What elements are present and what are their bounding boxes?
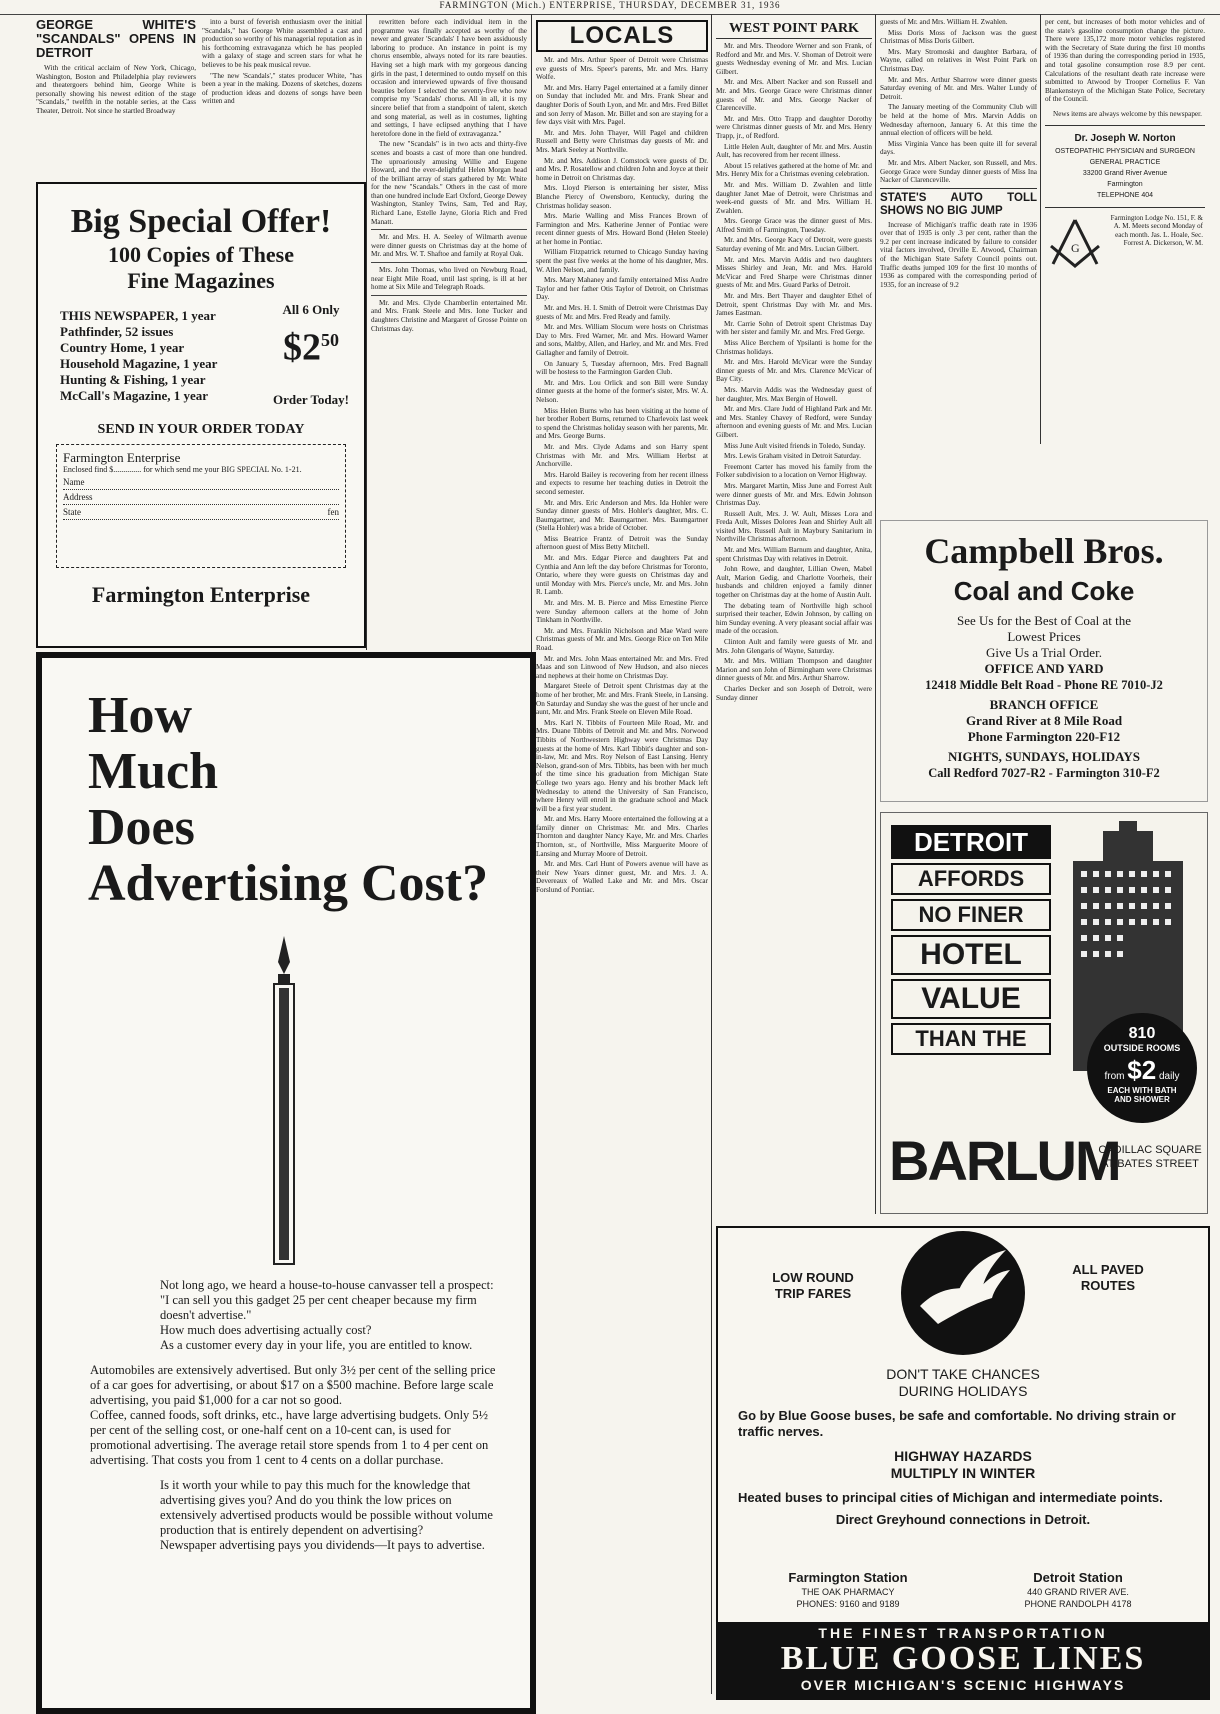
barlum-addr1: CADILLAC SQUARE [1098, 1144, 1202, 1156]
farmington-station-l2: PHONES: 9160 and 9189 [796, 1599, 900, 1609]
advert-p3: As a customer every day in your life, you are entitled to know. [160, 1338, 473, 1352]
scandals-p1: With the critical acclaim of New York, Chicago, Washington, Boston and Philadelphia play reviewers and theatergoers behind him, George White is personally showing his newest edition of the stage "Scandals," twelfth in the notable series, at the Cass Theater, Detroit. Not since he startled Broadway [36, 64, 196, 115]
locals-title-box [536, 20, 708, 52]
advert-p6: Is it worth your while to pay this much for the knowledge that advertising gives you? And do you think the low prices on extensively advertised products would be possible without volume production that is entirely dependent on advertising? [160, 1478, 493, 1537]
westpoint-item: Mr. and Mrs. George Kacy of Detroit, were guests Saturday evening of Mr. and Mrs. Lucian Gilbert. [716, 236, 872, 254]
barlum-name: BARLUM [889, 1129, 1120, 1192]
goose-h3: HIGHWAY HAZARDS [894, 1448, 1032, 1464]
goose-h2: DURING HOLIDAYS [898, 1383, 1028, 1399]
col2-item-3: Mr. and Mrs. Clyde Chamberlin entertained Mr. and Mrs. Frank Steele and Mrs. Ione Tucker and daughters Christine and Margaret of Grosse Pointe on Christmas day. [371, 298, 527, 333]
coupon-address-field[interactable]: Address [63, 490, 339, 505]
westpoint-item: Russell Ault, Mrs. J. W. Ault, Misses Lora and Freda Ault, Misses Dolores Jean and Shirley Ault all visited Mrs. Russell Ault in Maybury Sanitarium in Northville Christmas afternoon. [716, 509, 872, 544]
offer-all: All 6 Only [282, 302, 340, 317]
offer-item: McCall's Magazine, 1 year [60, 388, 209, 403]
westpoint-item: John Rowe, and daughter, Lillian Owen, Mabel Ault, Marion Gedig, and Charlotte Voorheis, their husbands and children enjoyed a family dinner together on Christmas day at the home of Austin Ault. [716, 565, 872, 600]
westpoint-title: WEST POINT PARK [716, 20, 872, 39]
goose-p3: Direct Greyhound connections in Detroit. [835, 1512, 1091, 1527]
col5-item: Miss Doris Moss of Jackson was the guest Christmas of Miss Doris Gilbert. [880, 28, 1037, 46]
farmington-station: Farmington Station [788, 1570, 908, 1585]
westpoint-item: Charles Decker and son Joseph of Detroit, were Sunday dinner [716, 684, 872, 702]
goose-h1: DON'T TAKE CHANCES [886, 1366, 1040, 1382]
column-5 [880, 18, 1037, 442]
westpoint-item: Mr. and Mrs. William D. Zwahlen and little daughter Janet Mae of Detroit, were Christmas and week-end guests of Mr. and Mrs. William H. Zwahlen. [716, 180, 872, 215]
locals-item: Mr. and Mrs. John Maas entertained Mr. and Mrs. Fred Maas and son Linwood of New Hudson, and also nieces and nephews at their home on Christmas Day. [536, 654, 708, 680]
col2-item-2: Mrs. John Thomas, who lived on Newburg Road, near Eight Mile Road, until last spring, is ill at her home at Six Mile and Telegraph Roads. [371, 266, 527, 292]
westpoint-item: Mr. and Mrs. William Barnum and daughter, Anita, spent Christmas Day with relatives in Detroit. [716, 546, 872, 563]
locals-item: Mrs. Harold Bailey is recovering from her recent illness and expects to resume her teaching duties in Detroit the second semester. [536, 470, 708, 496]
advertising-cost-ad [36, 652, 536, 1714]
barlum-w6: THAN THE [891, 1023, 1051, 1055]
barlum-addr2: AT BATES STREET [1101, 1158, 1199, 1170]
westpoint-item: Mrs. Marvin Addis was the Wednesday guest of her daughter, Mrs. Max Bergin of Howell. [716, 385, 872, 403]
advert-body [90, 1278, 500, 1553]
campbell-l10: Call Redford 7027-R2 - Farmington 310-F2 [928, 766, 1160, 780]
doctor-city: Farmington [1107, 180, 1143, 188]
offer-sub2: Fine Magazines [127, 268, 275, 293]
locals-item: Mr. and Mrs. Addison J. Comstock were guests of Dr. and Mrs. P. Rosatellow and children John and Joyce at their home in Detroit on Christmas day. [536, 156, 708, 182]
westpoint-item: The debating team of Northville high school surprised their teacher, Edwin Johnson, by calling on him Sunday evening. A very pleasant social affair was made of the occasion. [716, 601, 872, 636]
westpoint-item: Clinton Ault and family were guests of Mr. and Mrs. John Glengaris of Wayne, Saturday. [716, 638, 872, 655]
offer-item: Pathfinder, 52 issues [60, 324, 174, 339]
offer-title: Big Special Offer! [70, 203, 332, 240]
offer-item: Household Magazine, 1 year [60, 356, 218, 371]
westpoint-item: Mr. and Mrs. Theodore Werner and son Frank, of Redford and Mr. and Mrs. V. Shoman of Detroit were guests Wednesday evening of Mr. and Mrs. Lucian Gilbert. [716, 42, 872, 76]
doctor-title: OSTEOPATHIC PHYSICIAN and SURGEON [1055, 147, 1195, 155]
locals-item: Mrs. Marie Walling and Miss Frances Brown of Farmington and Mrs. Katherine Jenner of Pontiac were recent dinner guests of Mrs. Howard Bond (Helen Steele) at her home in Pontiac. [536, 212, 708, 246]
scandals-article [36, 18, 364, 178]
col5-item: The January meeting of the Community Club will be held at the home of Mrs. Marvin Addis on Wednesday afternoon, January 6. At this time the annual election of officers will be held. [880, 103, 1037, 138]
doctor-phone: TELEPHONE 404 [1096, 191, 1154, 199]
barlum-w5: VALUE [891, 979, 1051, 1019]
scandals-p2: into a burst of feverish enthusiasm over the initial "Scandals," has George White assembled a cast and production so worthy of his managerial reputation as in his forthcoming extravaganza which he has peopled with a galaxy of stage and screen stars for what he believes to be his peak musical revue. [202, 18, 362, 69]
col5-item: Mr. and Mrs. Arthur Sharrow were dinner guests Saturday evening of Mr. and Mrs. Walter Lundy of Detroit. [880, 75, 1037, 101]
column-6 [1045, 18, 1205, 442]
campbell-l3: Give Us a Trial Order. [986, 645, 1102, 660]
locals-item: Mr. and Mrs. M. B. Pierce and Miss Ernestine Pierce were Sunday afternoon callers at the home of John Tinkham in Northville. [536, 599, 708, 625]
campbell-sub: Coal and Coke [953, 576, 1135, 606]
doctor-practice: GENERAL PRACTICE [1089, 158, 1161, 166]
col5-item: Mr. and Mrs. Albert Nacker, son Russell, and Mrs. George Grace were Sunday dinner guests of Miss Ina Nacker of Clarenceville. [880, 158, 1037, 185]
advert-h3: Does [88, 799, 195, 856]
locals-item: Mr. and Mrs. Clyde Adams and son Harry spent Christmas with Mr. and Mrs. William Herbst at Anchorville. [536, 442, 708, 469]
westpoint-item: Mr. and Mrs. Bert Thayer and daughter Ethel of Detroit, spent Christmas Day with Mr. and Mrs. James Eastman. [716, 292, 872, 318]
order-coupon[interactable] [56, 444, 346, 568]
doctor-card [1045, 125, 1205, 208]
locals-item: Mrs. Lloyd Pierson is entertaining her sister, Miss Blanche Piercy of Owensboro, Kentucky, during the Christmas holiday season. [536, 184, 708, 210]
toll-text: Increase of Michigan's traffic death rate in 1936 over that of 1935 is only .3 per cent, rather than the 9.2 per cent increase indicated by failure to consider vital factors involved, Orville E. Atwood, Chairman of the Michigan State Safety Council points out. Traffic deaths jumped 109 for the first 10 months of 1936 as compared with the corresponding period of 1935, for an increase of 9.2 [880, 220, 1037, 289]
barlum-w2: AFFORDS [891, 863, 1051, 895]
campbell-l9: NIGHTS, SUNDAYS, HOLIDAYS [948, 749, 1140, 764]
locals-item: Mr. and Mrs. Arthur Speer of Detroit were Christmas eve guests of Mrs. Speer's parents, Mr. and Mrs. Harry Wolfe. [536, 56, 708, 82]
locals-column [536, 20, 708, 1702]
barlum-rooms-badge: 810 OUTSIDE ROOMS from $2 daily EACH WITH BATH AND SHOWER [1087, 1013, 1197, 1123]
goose-emblem-icon [898, 1228, 1028, 1358]
goose-left: LOW ROUND TRIP FARES [772, 1270, 854, 1301]
locals-item: Mr. and Mrs. Lou Orlick and son Bill were Sunday dinner guests at the home of the former's sister, Mrs. W. A. Nelson. [536, 378, 708, 404]
campbell-l5: 12418 Middle Belt Road - Phone RE 7010-J2 [925, 678, 1163, 692]
news-welcome: News items are always welcome by this newspaper. [1053, 109, 1202, 118]
locals-item: Mr. and Mrs. Harry Pagel entertained at a family dinner on Sunday that included Mr. and Mrs. Frank Shear and daughter Doris of South Lyon, and Mr. and Mrs. Fred Billet and son Jerry of Mason. Mr. Billet and son are staying for a few days visit with Mrs. Pagel. [536, 83, 708, 127]
barlum-hotel-ad [880, 812, 1208, 1214]
offer-price: $\$2^{50}$ [283, 326, 339, 369]
offer-footer: Farmington Enterprise [91, 582, 311, 607]
scandals-headline: GEORGE WHITE'S "SCANDALS" OPENS IN DETROIT [36, 18, 196, 60]
westpoint-item: Mr. and Mrs. Albert Nacker and son Russell and Mr. and Mrs. George Grace were Christmas dinner guests of Mr. and Mrs. George Nacker of Clarenceville. [716, 78, 872, 113]
locals-item: Mrs. Mary Mahaney and family entertained Miss Audre Taylor and her father Otis Taylor of Detroit, on Christmas Day. [536, 276, 708, 302]
offer-item: Country Home, 1 year [60, 340, 185, 355]
westpoint-item: Mr. and Mrs. Clare Judd of Highland Park and Mr. and Mrs. Stanley Chavey of Redford, were Sunday afternoon and evening guests of Mr. and Mrs. Lucian Gilbert. [716, 405, 872, 439]
offer-order: Order Today! [273, 391, 349, 407]
westpoint-item: Miss June Ault visited friends in Toledo, Sunday. [724, 441, 866, 450]
col2-item-1: Mr. and Mrs. H. A. Seeley of Wilmarth avenue were dinner guests on Christmas day at the home of Mr. and Mrs. W. T. Shaftoe and family at Royal Oak. [371, 233, 527, 259]
westpoint-item: Miss Alice Berchem of Ypsilanti is home for the Christmas holidays. [716, 339, 872, 356]
detroit-station: Detroit Station [1033, 1570, 1123, 1585]
westpoint-item: Mrs. Margaret Martin, Miss June and Forrest Ault were dinner guests of Mr. and Mrs. Edwin Johnson Christmas Day. [716, 481, 872, 508]
detroit-station-l1: 440 GRAND RIVER AVE. [1027, 1587, 1129, 1597]
advert-h1: How [88, 687, 192, 744]
advert-p2: How much does advertising actually cost? [160, 1323, 372, 1337]
westpoint-item: Mrs. George Grace was the dinner guest of Mrs. Alfred Smith of Farmington, Tuesday. [716, 217, 872, 234]
fountain-pen-icon [264, 934, 304, 1274]
col5-item: guests of Mr. and Mrs. William H. Zwahlen. [880, 18, 1008, 26]
farmington-station-l1: THE OAK PHARMACY [801, 1587, 895, 1597]
offer-sub1: 100 Copies of These [108, 242, 294, 267]
special-offer-ad [36, 182, 366, 648]
lodge-notice: Farmington Lodge No. 151, F. & A. M. Meets second Monday of each month. Jas. L. Hoale, Sec. Forrest A. Dickerson, W. M. [1110, 213, 1203, 248]
doctor-name: Dr. Joseph W. Norton [1074, 132, 1176, 144]
coupon-name-field[interactable]: Name [63, 475, 339, 490]
offer-send: SEND IN YOUR ORDER TODAY [97, 422, 305, 437]
locals-item: Mr. and Mrs. Eric Anderson and Mrs. Ida Hohler were Sunday dinner guests of Mrs. Hohler's daughter, Mrs. C. Baumgartner, and Mr. Baumgartner. Mrs. Baumgartner (Stella Hohler) was a bride of October. [536, 498, 708, 533]
col5-item: Mrs. Mary Stromoski and daughter Barbara, of Wayne, called on relatives in West Point Park on Christmas Day. [880, 47, 1037, 73]
locals-item: Mr. and Mrs. John Thayer, Will Pagel and children Russell and Betty were Christmas day guests of Mr. and Mrs. Mark Seeley at Northville. [536, 128, 708, 154]
locals-item: Margaret Steele of Detroit spent Christmas day at the home of her brother, Mr. and Mrs. Frank Steele, in Lansing. On Saturday and Sunday she was the guest of her uncle and aunt, Mr. and Mrs. Frank Steele on Eleven Mile Road. [536, 682, 708, 717]
offer-item: Hunting & Fishing, 1 year [60, 372, 206, 387]
locals-item: William Fitzpatrick returned to Chicago Sunday having spent the past five weeks at the home of his daughter, Mrs. W. Allen Nelson, and family. [536, 248, 708, 274]
page-header: FARMINGTON (Mich.) ENTERPRISE, THURSDAY, DECEMBER 31, 1936 [0, 0, 1220, 15]
advert-h4: Advertising Cost? [88, 855, 489, 912]
advert-p5: Coffee, canned foods, soft drinks, etc., have large advertising budgets. Only 5½ per cent of the selling cost, or one-half cent on a 10-cent can, is used for promotional advertising. The average retail store spends from 1 to 4 per cent on advertising. That costs you from 1 cent to 4 cents on a dollar purchase. [90, 1408, 489, 1467]
locals-item: Miss Beatrice Frantz of Detroit was the Sunday afternoon guest of Miss Betty Mitchell. [536, 534, 708, 552]
westpoint-item: Mrs. Lewis Graham visited in Detroit Saturday. [724, 452, 861, 461]
svg-text:G: G [1071, 240, 1080, 255]
westpoint-item: Little Helen Ault, daughter of Mr. and Mrs. Austin Ault, has recovered from her recent illness. [716, 142, 872, 160]
locals-item: Mr. and Mrs. Harry Moore entertained the following at a family dinner on Christmas: Mr. and Mrs. Charles Thornton and daughter Nancy Kaye, Mr. and Mrs. Charles Thornton, sr., of Northville, Miss Marguerite Moore of Lansing and Murray Moore of Detroit. [536, 815, 708, 858]
detroit-station-l2: PHONE RANDOLPH 4178 [1024, 1599, 1132, 1609]
locals-item: On January 5, Tuesday afternoon, Mrs. Fred Bagnall will be hostess to the Farmington Garden Club. [536, 359, 708, 377]
campbell-l4: OFFICE AND YARD [984, 661, 1104, 676]
doctor-address: 33200 Grand River Avenue [1082, 169, 1168, 177]
campbell-bros-ad [880, 520, 1208, 802]
campbell-l7: Grand River at 8 Mile Road [965, 713, 1123, 728]
offer-item: THIS NEWSPAPER, 1 year [60, 308, 216, 323]
locals-item: Mr. and Mrs. William Slocum were hosts on Christmas Day to Mrs. Fred Warner, Mr. and Mrs. Howard Warner and sons, Maltby, Allen, and Harley, and Mr. and Mrs. Fred Gallagher and family of Detroit. [536, 323, 708, 357]
blue-goose-ad [716, 1226, 1210, 1700]
advert-h2: Much [88, 743, 218, 800]
col5-item: Miss Virginia Vance has been quite ill for several days. [880, 139, 1037, 157]
campbell-l6: BRANCH OFFICE [989, 697, 1099, 712]
westpoint-item: Freemont Carter has moved his family from the Folker subdivision to a location on Vernor Highway. [716, 462, 872, 480]
campbell-l2: Lowest Prices [1007, 629, 1081, 644]
barlum-w4: HOTEL [891, 935, 1051, 975]
locals-item: Mrs. Karl N. Tibbits of Fourteen Mile Road, Mr. and Mrs. Duane Tibbits of Detroit and Mr. and Mrs. Norwood Tibbits of Northwestern Highway were Christmas Day guests at the home of Mrs. Karl Tibbit's daughter and son-in-law, Mr. and Mrs. Roy Nelson of East Lansing. Henry Nelson, grand-son of Mrs. Tibbits, has been with her much of the time since his graduation from Michigan State College two years ago. Henry and his brother Mack left Wednesday to attend the University of San Francisco, where Henry will enroll in the graduate school and Mack will be a first year student. [536, 718, 708, 813]
westpoint-item: Mr. Carrie Sohn of Detroit spent Christmas Day with her sister and family Mr. and Mrs. Fred Gerge. [716, 319, 872, 337]
campbell-l1: See Us for the Best of Coal at the [956, 613, 1131, 628]
goose-banner: THE FINEST TRANSPORTATION BLUE GOOSE LINES OVER MICHIGAN'S SCENIC HIGHWAYS [718, 1622, 1208, 1698]
campbell-l8: Phone Farmington 220-F12 [967, 729, 1121, 744]
coupon-line: Enclosed find $.............. for which send me your BIG SPECIAL No. 1-21. [63, 465, 302, 474]
advert-p7: Newspaper advertising pays you dividends—It pays to advertise. [160, 1538, 485, 1552]
goose-p2: Heated buses to principal cities of Michigan and intermediate points. [738, 1490, 1163, 1505]
westpoint-item: Mr. and Mrs. Harold McVicar were the Sunday dinner guests of Mr. and Mrs. Clarence McVicar of Bay City. [716, 358, 872, 384]
coupon-state-field[interactable]: State fen [63, 505, 339, 520]
barlum-w1: DETROIT [891, 825, 1051, 859]
goose-h4: MULTIPLY IN WINTER [890, 1465, 1036, 1481]
locals-title: LOCALS [569, 22, 675, 49]
masonic-emblem-icon [1045, 216, 1105, 272]
scandals-p4: rewritten before each individual item in the programme was finally accepted as worthy of the newer and greater 'Scandals' I have been assiduously laboring to produce. An instance in point is my chorus ensemble, always noted for its rare beauties. Having set a high mark with my gorgeous dancing girls in the past, I determined to outdo myself on this occasion and interviewed upwards of five thousand beauties before I selected the seventy-five who now comprise my 'Scandals' chorus. All in all, it is my sincere belief that from a standpoint of talent, sketch and song material, as well as in costumes, lighting and settings, I have eclipsed anything that I have heretofore done in the field of extravaganza." [371, 18, 527, 138]
goose-right: ALL PAVED ROUTES [1072, 1262, 1144, 1293]
goose-p1: Go by Blue Goose buses, be safe and comfortable. No driving strain or traffic nerves. [738, 1408, 1176, 1439]
locals-item: Mr. and Mrs. Franklin Nicholson and Mae Ward were Christmas guests of Mr. and Mrs. George Rice on Ten Mile Road. [536, 626, 708, 652]
westpoint-item: Mr. and Mrs. William Thompson and daughter Marion and son John of Birmingham were Christmas dinner guests of Mr. and Mrs. Arthur Sharrow. [716, 657, 872, 683]
col6-text: per cent, but increases of both motor vehicles and of the state's gasoline consumption change the picture. There were 135,172 more motor vehicles registered with the Secretary of State during the first 10 months of 1936 than during the corresponding period in 1935, and total gasoline consumption rose 8.9 per cent. Calculations of the resultant death rate increase were submitted to Atwood by Trooper Cornelius F. Van Blankensteyn of the Michigan State Police, Secretary of the Council. [1045, 18, 1205, 104]
offer-list [60, 308, 260, 404]
toll-headline: STATE'S AUTO TOLL SHOWS NO BIG JUMP [880, 191, 1037, 217]
advert-p1: Not long ago, we heard a house-to-house canvasser tell a prospect: "I can sell you this gadget 25 per cent cheaper because my firm doesn't advertise." [160, 1278, 494, 1322]
barlum-w3: NO FINER [891, 899, 1051, 931]
campbell-title: Campbell Bros. [924, 531, 1164, 571]
scandals-p5: The new "Scandals" is in two acts and thirty-five scenes and boasts a cast of more than one hundred. The uproariously amusing Willie and Eugene Howard, and the ever-delightful Helen Morgan head of the brilliant array of stars gathered by Mr. White for the new "Scandals." Others in the cast of more than one hundred include Earl Oxford, George Dewey Washington, Stanley Twins, Sam, Ted and Ray, Richard Lane, Estelle Jayne, Gloria Rich and Fred Manatt. [371, 140, 527, 226]
advert-p4: Automobiles are extensively advertised. But only 3½ per cent of the selling price of a car goes for advertising, or about $17 on a $500 machine. Before large scale advertising, you paid $1,000 for a car not so good. [90, 1363, 496, 1407]
westpoint-item: Mr. and Mrs. Marvin Addis and two daughters Misses Shirley and Jean, Mr. and Mrs. Harold McVicar and Fred Sharpe were Christmas dinner guests of Mr. and Mrs. Guard Parks of Detroit. [716, 255, 872, 290]
scandals-p3: "The new 'Scandals'," states producer White, "has been a year in the making. Dozens of sketches, dozens of production ideas and dozens of songs have been written and [202, 71, 362, 106]
westpoint-item: Mr. and Mrs. Otto Trapp and daughter Dorothy were Christmas dinner guests of Mr. and Mrs. Henry Trapp, jr., of Redford. [716, 114, 872, 140]
westpoint-column [716, 20, 872, 1210]
westpoint-item: About 15 relatives gathered at the home of Mr. and Mrs. Henry Mix for a Christmas evening celebration. [716, 161, 872, 179]
locals-item: Mr. and Mrs. H. I. Smith of Detroit were Christmas Day guests of Mr. and Mrs. Fred Ready and family. [536, 304, 708, 321]
locals-item: Mr. and Mrs. Carl Hunt of Powers avenue will have as their New Years dinner guest, Mr. and Mrs. J. A. Devereaux of Walled Lake and Mr. and Mrs. Oscar Forslund of Pontiac. [536, 860, 708, 895]
column-2 [371, 18, 527, 648]
locals-item: Miss Helen Burns who has been visiting at the home of her brother Robert Burns, returned to Charlevoix last week to spend the Christmas holiday season with her parents, Mr. and Mrs. George Burns. [536, 406, 708, 441]
locals-item: Mr. and Mrs. Edgar Pierce and daughters Pat and Cynthia and Ann left the day before Christmas for Toronto, Ontario, where they were guests on Christmas day and until Monday with Mrs. Pierce's uncle, Mr. and Mrs. John R. Lamb. [536, 554, 708, 597]
coupon-title: Farmington Enterprise [63, 450, 181, 465]
